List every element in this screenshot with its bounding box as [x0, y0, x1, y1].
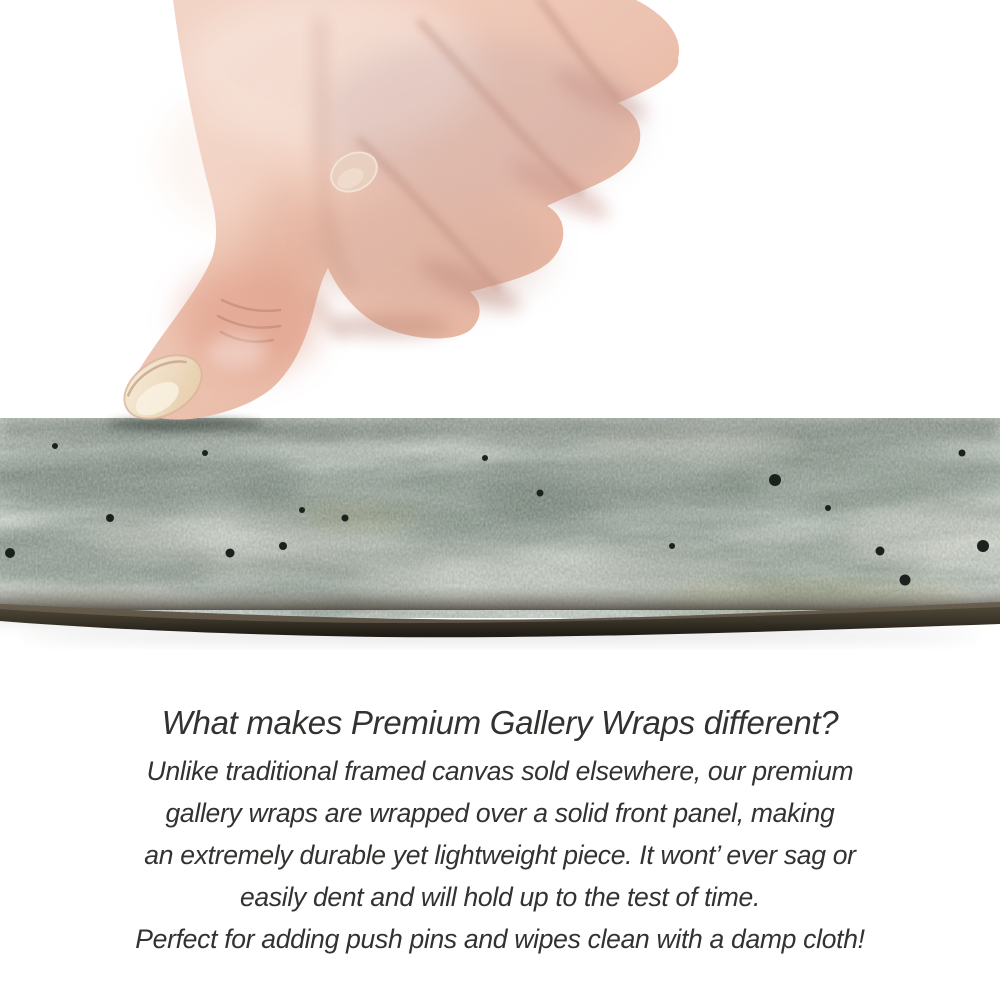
- body-line-2: gallery wraps are wrapped over a solid front panel, making: [165, 798, 835, 828]
- body-line-1: Unlike traditional framed canvas sold elsewhere, our premium: [146, 756, 854, 786]
- canvas-strip: [0, 418, 1000, 642]
- headline: What makes Premium Gallery Wraps different?: [161, 704, 839, 741]
- body-line-5: Perfect for adding push pins and wipes clean with a damp cloth!: [135, 924, 865, 954]
- copy-block: [0, 700, 1000, 960]
- body-line-3: an extremely durable yet lightweight piece. It wont’ ever sag or: [144, 840, 856, 870]
- body-line-4: easily dent and will hold up to the test of time.: [239, 882, 761, 912]
- hand-fist-thumb-down: [113, 0, 679, 432]
